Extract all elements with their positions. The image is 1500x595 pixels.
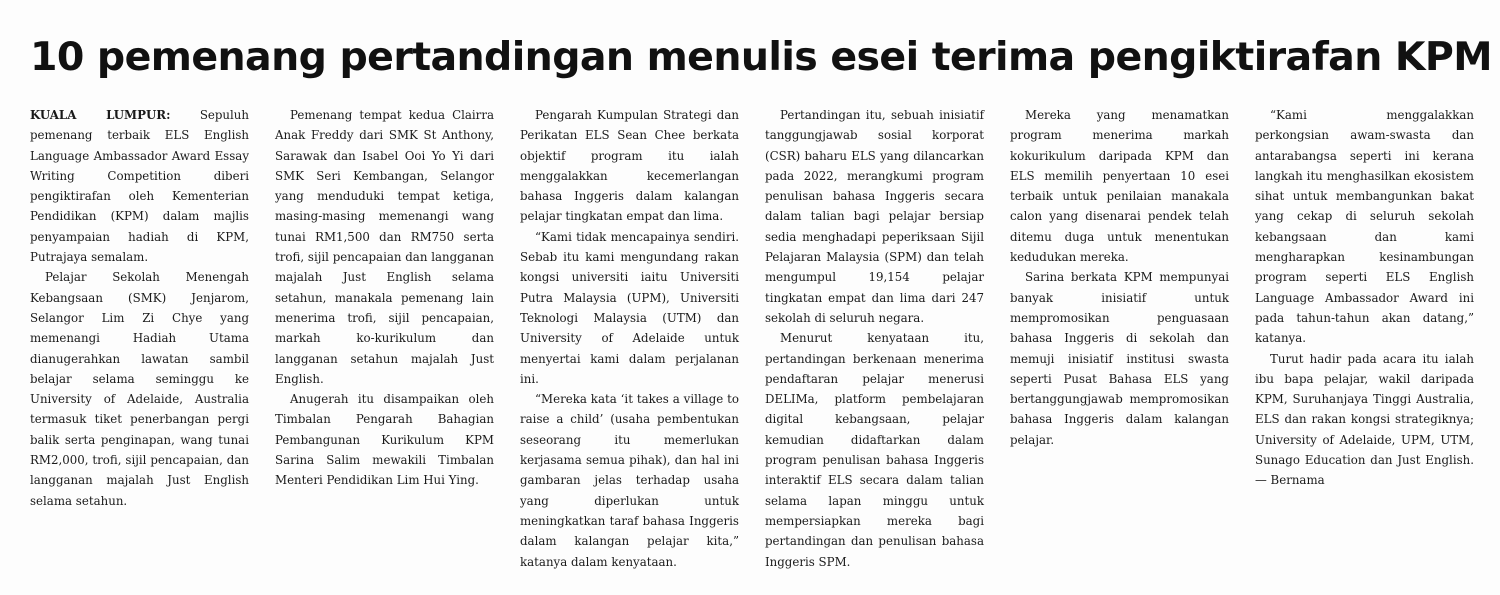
article-column-4 [765,105,984,572]
article-column-5 [1010,105,1229,450]
paragraph-text: Sepuluh pemenang terbaik ELS English Language Ambassador Award Essay Writing Competition diberi pengiktirafan oleh Kementerian Pendidikan (KPM) dalam majlis penyampaian hadiah di KPM, Putrajaya semalam. [30,108,249,265]
paragraph: “Kami tidak mencapainya sendiri. Sebab itu kami mengundang rakan kongsi universiti iaitu Universiti Putra Malaysia (UPM), Universiti Teknologi Malaysia (UTM) dan University of Adelaide untuk menyertai kami dalam perjalanan ini. [520,229,739,386]
paragraph: “Mereka kata ‘it takes a village to raise a child’ (usaha pembentukan seseorang itu memerlukan kerjasama semua pihak), dan hal ini gambaran jelas terhadap usaha yang diperlukan untuk meningkatkan taraf bahasa Inggeris dalam kalangan pelajar kita,” katanya dalam kenyataan. [520,392,739,569]
dateline: KUALA LUMPUR: [30,108,171,122]
paragraph [30,105,249,267]
article-column-2 [275,105,494,491]
headline: 10 pemenang pertandingan menulis esei terima pengiktirafan KPM [30,34,1492,80]
paragraph: Pemenang tempat kedua Clairra Anak Freddy dari SMK St Anthony, Sarawak dan Isabel Ooi Yo Yi dari SMK Seri Kembangan, Selangor yang menduduki tempat ketiga, masing-masing memenangi wang tunai RM1,500 dan RM750 serta trofi, sijil pencapaian dan langganan majalah Just English selama setahun, manakala pemenang lain menerima trofi, sijil pencapaian, markah ko-kurikulum dan langganan setahun majalah Just English. [275,108,494,386]
paragraph: Menurut kenyataan itu, pertandingan berkenaan menerima pendaftaran pelajar menerusi DELIMa, platform pembelajaran digital kebangsaan, pelajar kemudian didaftarkan dalam program penulisan bahasa Inggeris interaktif ELS secara dalam talian selama lapan minggu untuk mempersiapkan mereka bagi pertandingan dan penulisan bahasa Inggeris SPM. [765,331,984,569]
paragraph: “Kami menggalakkan perkongsian awam-swasta dan antarabangsa seperti ini kerana langkah itu menghasilkan ekosistem sihat untuk membangunkan bakat yang cekap di seluruh sekolah kebangsaan dan kami mengharapkan kesinambungan program seperti ELS English Language Ambassador Award ini pada tahun-tahun akan datang,” katanya. [1255,108,1474,346]
paragraph: Pelajar Sekolah Menengah Kebangsaan (SMK) Jenjarom, Selangor Lim Zi Chye yang memenangi Hadiah Utama dianugerahkan lawatan sambil belajar selama seminggu ke University of Adelaide, Australia termasuk tiket penerbangan pergi balik serta penginapan, wang tunai RM2,000, trofi, sijil pencapaian, dan langganan majalah Just English selama setahun. [30,270,249,508]
paragraph: Sarina berkata KPM mempunyai banyak inisiatif untuk mempromosikan penguasaan bahasa Inggeris di sekolah dan memuji inisiatif institusi swasta seperti Pusat Bahasa ELS yang bertanggungjawab mempromosikan bahasa Inggeris dalam kalangan pelajar. [1010,270,1229,447]
paragraph: Pengarah Kumpulan Strategi dan Perikatan ELS Sean Chee berkata objektif program itu ialah menggalakkan kecemerlangan bahasa Inggeris dalam kalangan pelajar tingkatan empat dan lima. [520,108,739,224]
article-column-6 [1255,105,1474,491]
paragraph: Turut hadir pada acara itu ialah ibu bapa pelajar, wakil daripada KPM, Suruhanjaya Tinggi Australia, ELS dan rakan kongsi strategiknya; University of Adelaide, UPM, UTM, Sunago Education dan Just English. — Bernama [1255,351,1474,488]
paragraph: Pertandingan itu, sebuah inisiatif tanggungjawab sosial korporat (CSR) baharu ELS yang dilancarkan pada 2022, merangkumi program penulisan bahasa Inggeris secara dalam talian bagi pelajar bersiap sedia menghadapi peperiksaan Sijil Pelajaran Malaysia (SPM) dan telah mengumpul 19,154 pelajar tingkatan empat dan lima dari 247 sekolah di seluruh negara. [765,108,984,325]
article-column-3 [520,105,739,572]
paragraph: Mereka yang menamatkan program menerima markah kokurikulum daripada KPM dan ELS memilih penyertaan 10 esei terbaik untuk penilaian manakala calon yang disenarai pendek telah ditemu duga untuk menentukan kedudukan mereka. [1010,108,1229,265]
article-column-1 [30,105,249,511]
paragraph: Anugerah itu disampaikan oleh Timbalan Pengarah Bahagian Pembangunan Kurikulum KPM Sarina Salim mewakili Timbalan Menteri Pendidikan Lim Hui Ying. [275,392,494,488]
